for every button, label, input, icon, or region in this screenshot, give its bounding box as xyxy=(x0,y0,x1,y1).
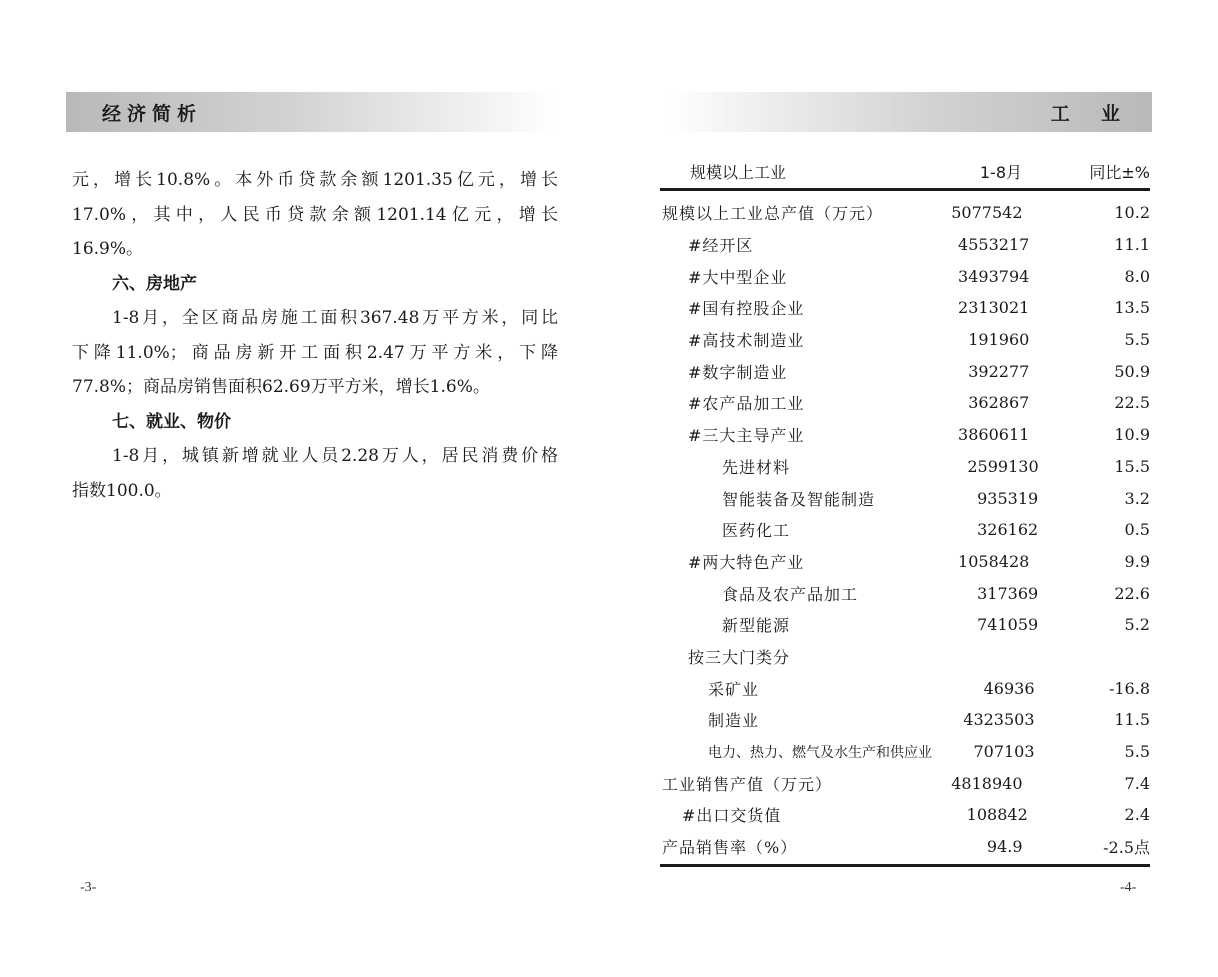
row-pct: 50.9 xyxy=(1114,361,1150,381)
row-name: 制造业 xyxy=(708,711,760,731)
row-value: 3493794 xyxy=(958,266,1030,286)
text-line: 17.0%，其中，人民币贷款余额1201.14亿元，增长 xyxy=(72,204,558,225)
row-pct: 2.4 xyxy=(1124,805,1150,825)
row-name: #数字制造业 xyxy=(688,362,788,382)
row-pct: 10.2 xyxy=(1114,203,1150,223)
row-name: #高技术制造业 xyxy=(688,331,805,351)
row-value: 5077542 xyxy=(951,203,1023,223)
right-page-header-title: 工 业 xyxy=(1050,102,1126,125)
row-value: 1058428 xyxy=(958,551,1030,571)
row-name: 食品及农产品加工 xyxy=(722,584,859,604)
row-name: 产品销售率（%） xyxy=(662,838,798,858)
column-header-item: 规模以上工业 xyxy=(690,163,787,182)
table-row xyxy=(660,324,1150,356)
table-row xyxy=(660,672,1150,704)
left-page-header-title: 经济简析 xyxy=(102,102,203,125)
text-line: 元，增长10.8%。本外币贷款余额1201.35亿元，增长 xyxy=(72,170,558,190)
row-pct: -2.5点 xyxy=(1103,838,1150,858)
row-name: 采矿业 xyxy=(708,679,760,699)
row-name: 规模以上工业总产值（万元） xyxy=(662,204,884,224)
row-value: 362867 xyxy=(968,393,1030,413)
section-heading-real-estate: 六、房地产 xyxy=(112,273,197,294)
row-value: 935319 xyxy=(977,488,1039,508)
table-row xyxy=(660,482,1150,514)
table-header xyxy=(660,155,1150,191)
column-header-period: 1-8月 xyxy=(979,163,1022,182)
row-name: #经开区 xyxy=(688,236,754,256)
row-pct: 11.5 xyxy=(1114,710,1150,730)
row-value: 3860611 xyxy=(958,425,1030,445)
row-name: #两大特色产业 xyxy=(688,552,805,572)
table-row xyxy=(660,229,1150,261)
row-name: 新型能源 xyxy=(722,616,791,636)
table-row xyxy=(660,641,1150,673)
row-value: 46936 xyxy=(983,678,1035,698)
table-row xyxy=(660,355,1150,387)
paragraph-finance xyxy=(72,163,558,267)
row-pct: 10.9 xyxy=(1114,425,1150,445)
row-pct: 3.2 xyxy=(1124,488,1150,508)
row-pct: 15.5 xyxy=(1114,456,1150,476)
industry-table xyxy=(660,155,1150,867)
column-header-yoy: 同比±% xyxy=(1089,163,1150,182)
row-name: 先进材料 xyxy=(722,457,791,477)
table-row xyxy=(660,419,1150,451)
row-value: 2599130 xyxy=(967,456,1039,476)
table-row xyxy=(660,609,1150,641)
table-row xyxy=(660,704,1150,736)
row-value: 2313021 xyxy=(958,298,1030,318)
right-page-header xyxy=(668,92,1152,132)
table-row xyxy=(660,197,1150,229)
text-line: 1-8月，城镇新增就业人员2.28万人，居民消费价格 xyxy=(112,446,558,466)
row-pct: -16.8 xyxy=(1108,678,1150,698)
row-value: 108842 xyxy=(966,805,1028,825)
row-value: 4818940 xyxy=(951,773,1023,793)
row-value: 707103 xyxy=(973,742,1035,762)
paragraph-real-estate xyxy=(72,301,558,405)
right-page-number: -4- xyxy=(1120,880,1137,895)
table-row xyxy=(660,767,1150,799)
row-value: 326162 xyxy=(977,520,1039,540)
table-body xyxy=(660,191,1150,867)
table-row xyxy=(660,292,1150,324)
text-line: 指数100.0。 xyxy=(72,480,172,501)
left-page-number: -3- xyxy=(80,880,97,895)
row-value: 741059 xyxy=(977,615,1039,635)
table-row xyxy=(660,451,1150,483)
text-line: 16.9%。 xyxy=(72,239,144,259)
row-name: #大中型企业 xyxy=(688,267,788,287)
row-name: 医药化工 xyxy=(722,521,791,541)
row-pct: 13.5 xyxy=(1114,298,1150,318)
text-line: 77.8%；商品房销售面积62.69万平方米，增长1.6%。 xyxy=(72,377,490,397)
row-value: 4323503 xyxy=(963,710,1035,730)
table-row xyxy=(660,260,1150,292)
row-name: #国有控股企业 xyxy=(688,299,805,319)
section-heading-employment-prices: 七、就业、物价 xyxy=(112,411,231,432)
row-pct: 5.5 xyxy=(1124,742,1150,762)
row-pct: 5.2 xyxy=(1124,615,1150,635)
row-name: #出口交货值 xyxy=(682,806,782,826)
table-row xyxy=(660,387,1150,419)
table-row xyxy=(660,514,1150,546)
row-pct: 9.9 xyxy=(1124,551,1150,571)
row-name: 智能装备及智能制造 xyxy=(722,489,876,509)
row-pct: 22.6 xyxy=(1114,583,1150,603)
row-pct: 7.4 xyxy=(1124,773,1150,793)
row-pct: 5.5 xyxy=(1124,330,1150,350)
row-value: 191960 xyxy=(968,330,1030,350)
row-value: 317369 xyxy=(977,583,1039,603)
row-pct: 11.1 xyxy=(1114,235,1150,255)
row-pct: 22.5 xyxy=(1114,393,1150,413)
left-page-body xyxy=(72,163,558,508)
table-row xyxy=(660,831,1150,863)
table-row xyxy=(660,799,1150,831)
row-name: 工业销售产值（万元） xyxy=(662,774,833,794)
table-row xyxy=(660,736,1150,768)
row-name: #三大主导产业 xyxy=(688,426,805,446)
table-row xyxy=(660,546,1150,578)
text-line: 1-8月，全区商品房施工面积367.48万平方米，同比 xyxy=(112,308,558,328)
row-value: 4553217 xyxy=(958,235,1030,255)
row-value: 94.9 xyxy=(986,837,1023,857)
paragraph-employment xyxy=(72,439,558,508)
row-pct: 8.0 xyxy=(1124,266,1150,286)
row-name: 电力、热力、燃气及水生产和供应业 xyxy=(708,744,932,761)
table-row xyxy=(660,577,1150,609)
row-pct: 0.5 xyxy=(1124,520,1150,540)
row-name: #农产品加工业 xyxy=(688,394,805,414)
left-page-header xyxy=(66,92,556,132)
text-line: 下降11.0%；商品房新开工面积2.47万平方米，下降 xyxy=(72,342,558,363)
row-name: 按三大门类分 xyxy=(688,647,791,667)
row-value: 392277 xyxy=(968,361,1030,381)
